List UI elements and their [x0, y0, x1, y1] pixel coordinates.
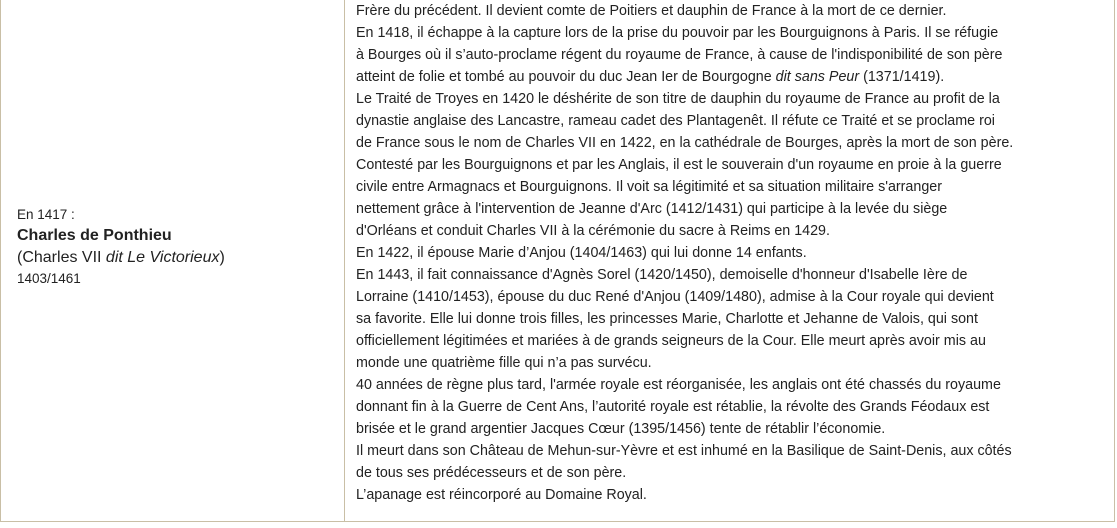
biography-line: En 1418, il échappe à la capture lors de la prise du pouvoir par les Bourguignons à Paris. Il se réfugie	[356, 25, 999, 41]
accession-date: En 1417 :	[17, 207, 75, 222]
alias-epithet: dit Le Victorieux	[105, 249, 220, 266]
identity-block	[17, 205, 337, 288]
line-text: atteint de folie et tombé au pouvoir du duc Jean Ier de Bourgogne	[356, 69, 776, 85]
biography-line: monde une quatrième fille qui n’a pas survécu.	[356, 355, 652, 371]
biography-line: de tous ses prédécesseurs et de son père.	[356, 465, 627, 481]
biography-text	[356, 0, 1116, 506]
biography-line: Le Traité de Troyes en 1420 le déshérite de son titre de dauphin du royaume de France au profit de la	[356, 91, 1000, 107]
biography-line: 40 années de règne plus tard, l'armée royale est réorganisée, les anglais ont été chassés du royaume	[356, 377, 1001, 393]
biography-line: d'Orléans et conduit Charles VII à la cérémonie du sacre à Reims en 1429.	[356, 223, 830, 239]
biography-line: dynastie anglaise des Lancastre, rameau cadet des Plantagenêt. Il réfute ce Traité et se proclame roi	[356, 113, 995, 129]
alias-prefix: (Charles VII	[17, 249, 106, 266]
line-text: (1371/1419).	[859, 69, 945, 85]
biography-line: donnant fin à la Guerre de Cent Ans, l’autorité royale est rétablie, la révolte des Grands Féodaux est	[356, 399, 990, 415]
biography-line: nettement grâce à l'intervention de Jeanne d'Arc (1412/1431) qui participe à la levée du siège	[356, 201, 948, 217]
biography-line: sa favorite. Elle lui donne trois filles, les princesses Marie, Charlotte et Jehanne de Valois, qui sont	[356, 311, 978, 327]
person-name: Charles de Ponthieu	[17, 227, 172, 244]
life-years: 1403/1461	[17, 271, 81, 286]
biography-line: Lorraine (1410/1453), épouse du duc René d'Anjou (1409/1480), admise à la Cour royale qui devient	[356, 289, 994, 305]
biography-line: de France sous le nom de Charles VII en 1422, en la cathédrale de Bourges, après la mort de son père.	[356, 135, 1014, 151]
alias-suffix: )	[219, 249, 225, 266]
biography-line	[356, 66, 1116, 88]
biography-line: à Bourges où il s’auto-proclame régent du royaume de France, à cause de l'indisponibilité de son père	[356, 47, 1003, 63]
biography-line: Frère du précédent. Il devient comte de Poitiers et dauphin de France à la mort de ce dernier.	[356, 3, 947, 19]
biography-cell	[345, 0, 1116, 521]
biography-line: brisée et le grand argentier Jacques Cœur (1395/1456) tente de rétablir l’économie.	[356, 421, 886, 437]
line-epithet: dit sans Peur	[775, 69, 860, 85]
biography-line: Contesté par les Bourguignons et par les Anglais, il est le souverain d'un royaume en proie à la guerre	[356, 157, 1002, 173]
identity-cell	[1, 0, 345, 521]
person-alias	[17, 247, 337, 269]
biography-line: Il meurt dans son Château de Mehun-sur-Yèvre et est inhumé en la Basilique de Saint-Denis, aux côtés	[356, 443, 1012, 459]
biography-line: L’apanage est réincorporé au Domaine Royal.	[356, 487, 647, 503]
biography-line: officiellement légitimées et mariées à de grands seigneurs de la Cour. Elle meurt après avoir mis au	[356, 333, 986, 349]
biography-line: En 1443, il fait connaissance d'Agnès Sorel (1420/1450), demoiselle d'honneur d'Isabelle Ière de	[356, 267, 968, 283]
biography-line: civile entre Armagnacs et Bourguignons. Il voit sa légitimité et sa situation militaire s'arranger	[356, 179, 942, 195]
biography-line: En 1422, il épouse Marie d’Anjou (1404/1463) qui lui donne 14 enfants.	[356, 245, 807, 261]
